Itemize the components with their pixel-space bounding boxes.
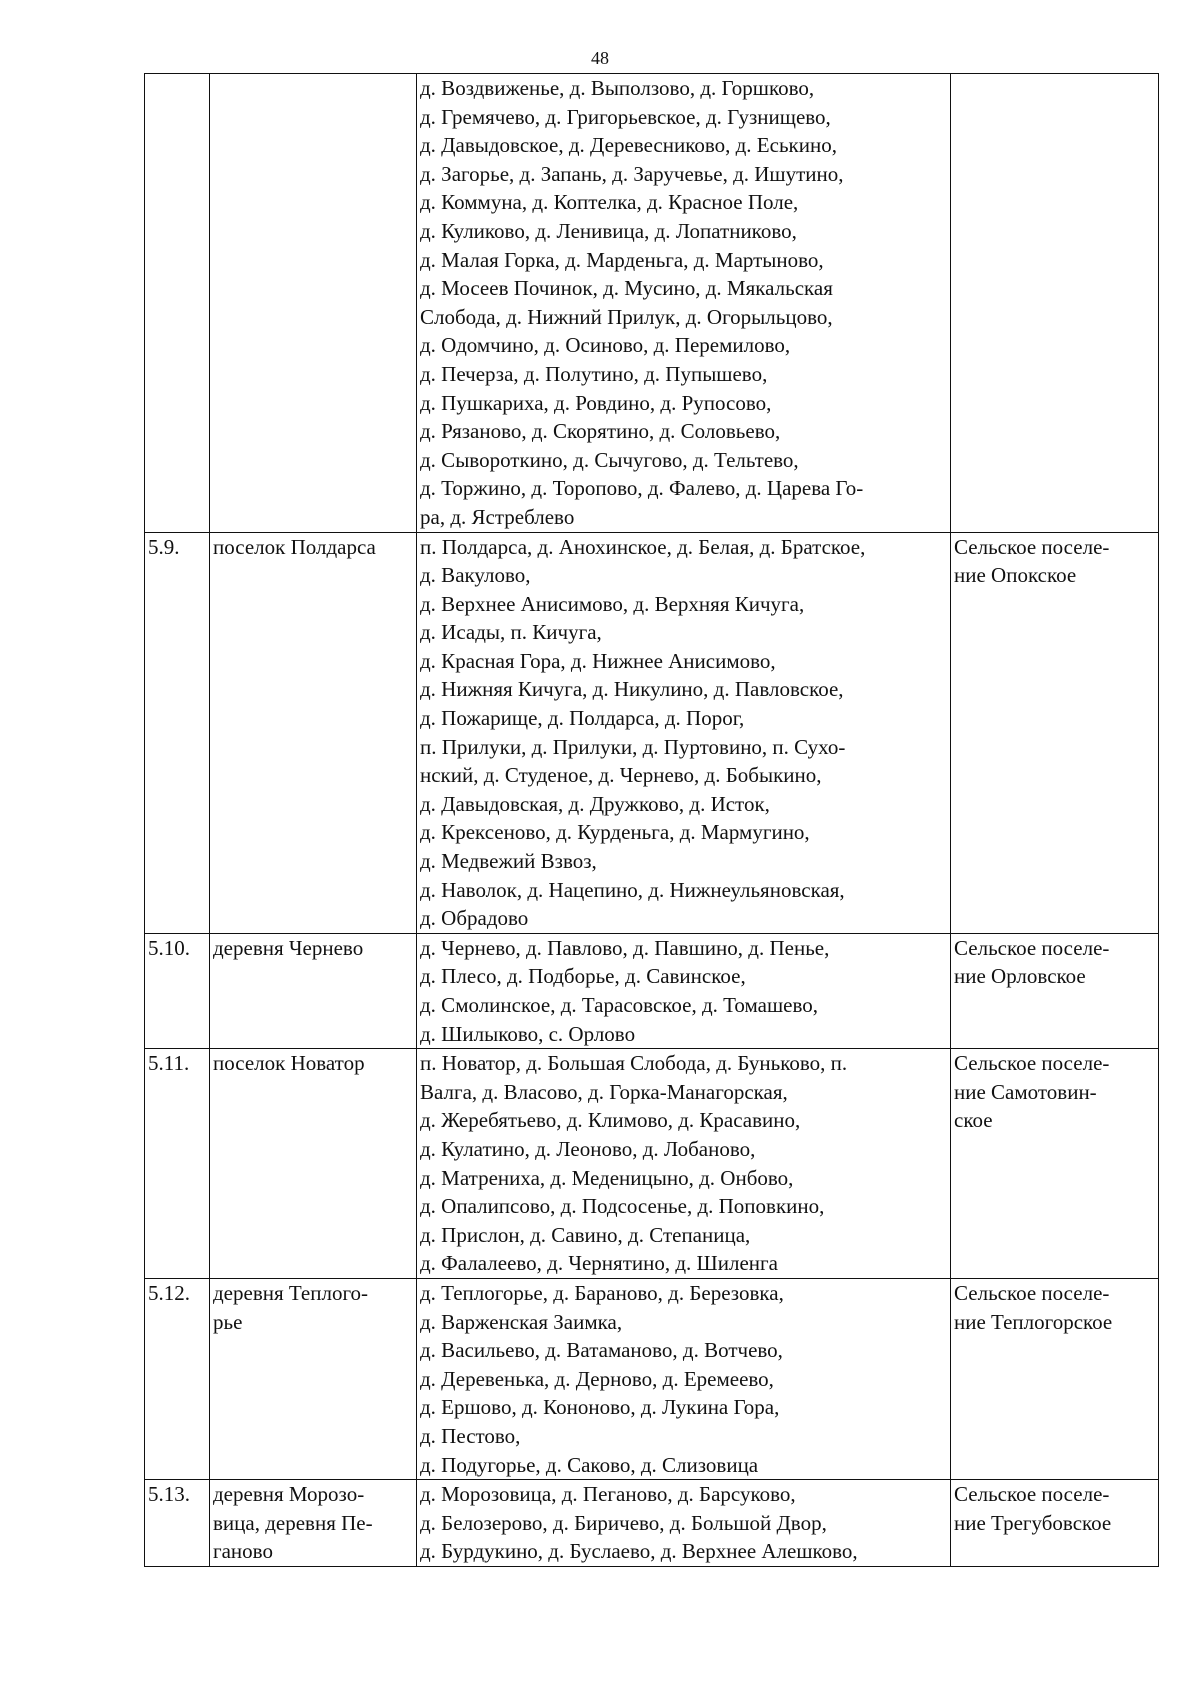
table-row [145, 1049, 1159, 1279]
settlement-line: ние Самотовин- [954, 1079, 1097, 1104]
settlement-line: ние Опокское [954, 563, 1077, 588]
localities-cell [417, 1049, 951, 1279]
locality-line: д. Морозовица, д. Пеганово, д. Барсуково, [420, 1482, 796, 1507]
locality-line: д. Исады, п. Кичуга, [420, 620, 602, 645]
locality-line: д. Медвежий Взвоз, [420, 849, 597, 874]
locality-line: д. Матрениха, д. Меденицыно, д. Онбово, [420, 1165, 794, 1190]
admin-center-line: рье [213, 1309, 243, 1334]
admin-center-line: вица, деревня Пе- [213, 1510, 373, 1535]
locality-line: д. Чернево, д. Павлово, д. Павшино, д. Пенье, [420, 935, 830, 960]
settlement-line: ние Орловское [954, 964, 1086, 989]
admin-center-cell [210, 1480, 417, 1567]
admin-center-line: деревня Чернево [213, 935, 364, 960]
locality-line: д. Давыдовское, д. Деревесниково, д. Еськино, [420, 133, 837, 158]
locality-line: д. Давыдовская, д. Дружково, д. Исток, [420, 791, 770, 816]
locality-line: д. Шилыково, с. Орлово [420, 1021, 636, 1046]
settlement-cell [951, 74, 1159, 533]
settlement-line: ское [954, 1108, 993, 1133]
locality-line: д. Смолинское, д. Тарасовское, д. Томашево, [420, 993, 818, 1017]
locality-line: д. Печерза, д. Полутино, д. Пупышево, [420, 361, 768, 386]
locality-line: д. Фалалеево, д. Чернятино, д. Шиленга [420, 1251, 778, 1276]
settlement-line: ние Теплогорское [954, 1309, 1113, 1334]
localities-cell [417, 933, 951, 1048]
settlement-line: Сельское поселе- [954, 534, 1110, 559]
locality-line: ра, д. Ястреблево [420, 504, 575, 529]
row-number-cell: 5.13. [145, 1480, 210, 1567]
settlement-line: ние Трегубовское [954, 1510, 1112, 1535]
locality-line: д. Рязаново, д. Скорятино, д. Соловьево, [420, 419, 781, 444]
locality-line: п. Прилуки, д. Прилуки, д. Пуртовино, п. Сухо- [420, 734, 846, 759]
settlement-cell [951, 1049, 1159, 1279]
locality-line: нский, д. Студеное, д. Чернево, д. Бобыкино, [420, 763, 822, 788]
settlement-line: Сельское поселе- [954, 1482, 1110, 1507]
locality-line: д. Ершово, д. Кононово, д. Лукина Гора, [420, 1395, 780, 1420]
table-body [145, 74, 1159, 1567]
locality-line: д. Наволок, д. Нацепино, д. Нижнеульяновская, [420, 877, 845, 902]
locality-line: д. Обрадово [420, 906, 529, 931]
locality-line: д. Кулатино, д. Леоново, д. Лобаново, [420, 1136, 756, 1161]
admin-center-line: деревня Теплого- [213, 1280, 369, 1305]
locality-line: д. Жеребятьево, д. Климово, д. Красавино, [420, 1108, 801, 1133]
settlement-cell [951, 1480, 1159, 1567]
locality-line: п. Новатор, д. Большая Слобода, д. Буньково, п. [420, 1051, 848, 1076]
locality-line: д. Малая Горка, д. Марденьга, д. Мартыново, [420, 247, 824, 272]
table-row [145, 74, 1159, 533]
row-number-cell: 5.9. [145, 532, 210, 933]
locality-line: д. Сывороткино, д. Сычугово, д. Тельтево, [420, 447, 799, 472]
admin-center-cell [210, 1049, 417, 1279]
localities-cell [417, 1278, 951, 1479]
admin-center-cell [210, 1278, 417, 1479]
locality-line: д. Плесо, д. Подборье, д. Савинское, [420, 964, 746, 989]
locality-line: д. Гремячево, д. Григорьевское, д. Гузнищево, [420, 104, 831, 129]
row-number-cell [145, 74, 210, 533]
locality-line: д. Деревенька, д. Дерново, д. Еремеево, [420, 1366, 774, 1391]
admin-center-cell [210, 933, 417, 1048]
locality-line: д. Пожарище, д. Полдарса, д. Порог, [420, 706, 745, 731]
locality-line: д. Воздвиженье, д. Выползово, д. Горшково, [420, 76, 815, 100]
localities-cell [417, 74, 951, 533]
admin-center-cell [210, 532, 417, 933]
table-row [145, 933, 1159, 1048]
row-number-cell: 5.10. [145, 933, 210, 1048]
locality-line: д. Вакулово, [420, 563, 531, 588]
localities-cell [417, 532, 951, 933]
locality-line: д. Прислон, д. Савино, д. Степаница, [420, 1222, 751, 1247]
admin-center-line: поселок Новатор [213, 1051, 365, 1076]
locality-line: д. Красная Гора, д. Нижнее Анисимово, [420, 648, 776, 673]
locality-line: д. Мосеев Починок, д. Мусино, д. Мякальская [420, 276, 833, 301]
locality-line: д. Теплогорье, д. Бараново, д. Березовка, [420, 1280, 784, 1305]
locality-line: д. Одомчино, д. Осиново, д. Перемилово, [420, 333, 791, 358]
settlement-line: Сельское поселе- [954, 1051, 1110, 1076]
locality-line: д. Бурдукино, д. Буслаево, д. Верхнее Алешково, [420, 1539, 858, 1564]
locality-line: д. Верхнее Анисимово, д. Верхняя Кичуга, [420, 591, 805, 616]
localities-cell [417, 1480, 951, 1567]
locality-line: д. Коммуна, д. Коптелка, д. Красное Поле, [420, 190, 799, 215]
locality-line: д. Куликово, д. Ленивица, д. Лопатниково, [420, 218, 797, 243]
locality-line: д. Крексеново, д. Курденьга, д. Мармугино, [420, 820, 810, 845]
table-row [145, 1278, 1159, 1479]
locality-line: д. Пестово, [420, 1423, 521, 1448]
locality-line: д. Пушкариха, д. Ровдино, д. Рупосово, [420, 390, 772, 415]
locality-line: д. Васильево, д. Ватаманово, д. Вотчево, [420, 1338, 783, 1363]
row-number-cell: 5.11. [145, 1049, 210, 1279]
table-row [145, 1480, 1159, 1567]
locality-line: д. Подугорье, д. Саково, д. Слизовица [420, 1452, 759, 1477]
settlements-table [144, 73, 1159, 1567]
settlement-cell [951, 1278, 1159, 1479]
locality-line: д. Загорье, д. Запань, д. Заручевье, д. Ишутино, [420, 161, 844, 186]
settlement-line: Сельское поселе- [954, 935, 1110, 960]
locality-line: д. Белозерово, д. Биричево, д. Большой Двор, [420, 1510, 827, 1535]
admin-center-line: ганово [213, 1539, 273, 1564]
settlement-cell [951, 933, 1159, 1048]
admin-center-cell [210, 74, 417, 533]
locality-line: Валга, д. Власово, д. Горка-Манагорская, [420, 1079, 788, 1104]
page-number: 48 [591, 48, 609, 68]
locality-line: д. Торжино, д. Торопово, д. Фалево, д. Царева Го- [420, 476, 864, 501]
admin-center-line: поселок Полдарса [213, 534, 376, 559]
settlement-line: Сельское поселе- [954, 1280, 1110, 1305]
locality-line: д. Варженская Заимка, [420, 1309, 623, 1334]
locality-line: п. Полдарса, д. Анохинское, д. Белая, д. Братское, [420, 534, 866, 559]
locality-line: д. Нижняя Кичуга, д. Никулино, д. Павловское, [420, 677, 844, 702]
row-number-cell: 5.12. [145, 1278, 210, 1479]
locality-line: Слобода, д. Нижний Прилук, д. Огорыльцово, [420, 304, 833, 329]
table-row [145, 532, 1159, 933]
locality-line: д. Опалипсово, д. Подсосенье, д. Поповкино, [420, 1194, 825, 1219]
settlement-cell [951, 532, 1159, 933]
admin-center-line: деревня Морозо- [213, 1482, 365, 1507]
